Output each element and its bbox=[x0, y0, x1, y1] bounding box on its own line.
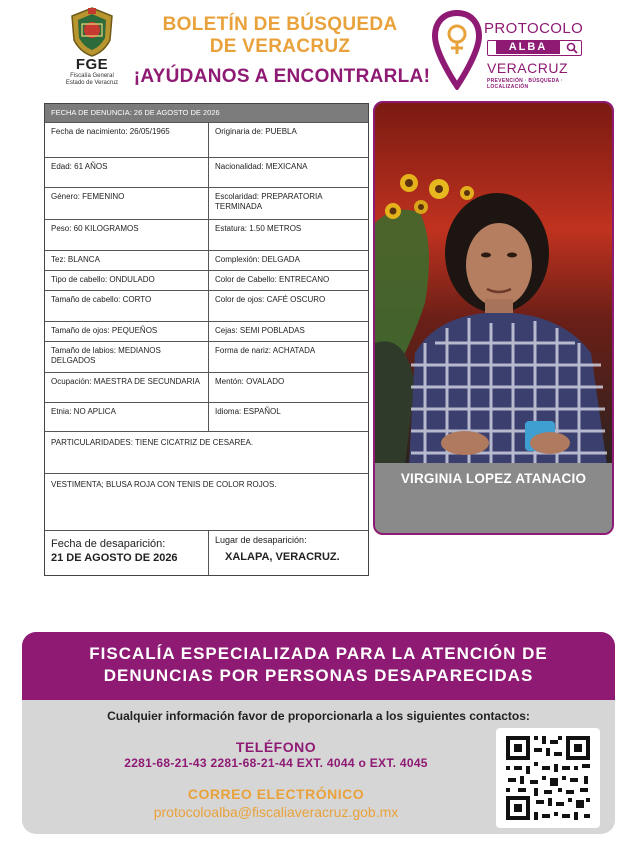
hair-length: Tamaño de cabello: CORTO bbox=[45, 291, 209, 321]
fiscalia-line2: DENUNCIAS POR PERSONAS DESAPARECIDAS bbox=[103, 666, 534, 685]
disappearance-date-label: Fecha de desaparición: bbox=[51, 538, 166, 550]
hair-type: Tipo de cabello: ONDULADO bbox=[45, 271, 209, 290]
height: Estatura: 1.50 METROS bbox=[215, 224, 302, 233]
person-photo-panel bbox=[373, 101, 614, 535]
weight: Peso: 60 KILOGRAMOS bbox=[45, 220, 209, 250]
origin: Originaria de: PUEBLA bbox=[215, 127, 297, 136]
fiscalia-line1: FISCALÍA ESPECIALIZADA PARA LA ATENCIÓN DE bbox=[89, 644, 548, 663]
language: Idioma: ESPAÑOL bbox=[215, 407, 281, 416]
denuncia-date: FECHA DE DENUNCIA: 26 DE AGOSTO DE 2026 bbox=[51, 108, 220, 117]
fiscalia-banner bbox=[22, 632, 615, 700]
particularities-row bbox=[45, 432, 368, 474]
table-row bbox=[45, 158, 368, 188]
nose-shape: Forma de nariz: ACHATADA bbox=[215, 346, 316, 355]
clothing-row bbox=[45, 474, 368, 531]
protocolo-alba-logo bbox=[432, 10, 602, 90]
build: Complexión: DELGADA bbox=[215, 255, 300, 264]
person-name-panel bbox=[375, 463, 612, 535]
fge-sub-2: Estado de Veracruz bbox=[65, 80, 119, 86]
contact-intro: Cualquier información favor de proporcionarla a los siguientes contactos: bbox=[107, 709, 530, 723]
email-address: protocoloalba@fiscaliaveracruz.gob.mx bbox=[153, 804, 399, 820]
disappearance-place-cell bbox=[209, 531, 368, 575]
disappearance-place: XALAPA, VERACRUZ. bbox=[225, 551, 340, 563]
gender: Género: FEMENINO bbox=[45, 188, 209, 219]
particularities: PARTICULARIDADES: TIENE CICATRIZ DE CESAREA. bbox=[51, 438, 254, 447]
table-row bbox=[45, 373, 368, 403]
table-row bbox=[45, 322, 368, 342]
bulletin-title-line1: BOLETÍN DE BÚSQUEDA bbox=[162, 14, 398, 35]
bulletin-slogan: ¡AYÚDANOS A ENCONTRARLA! bbox=[133, 66, 431, 87]
qr-code-icon bbox=[496, 728, 600, 828]
alba-word: ALBA bbox=[496, 41, 560, 54]
table-row bbox=[45, 291, 368, 322]
alba-veracruz-text: VERACRUZ bbox=[487, 60, 569, 76]
person-data-table bbox=[44, 103, 369, 576]
qr-code bbox=[496, 728, 600, 828]
skin-tone: Tez: BLANCA bbox=[45, 251, 209, 270]
birth-date: Fecha de nacimiento: 26/05/1965 bbox=[45, 123, 209, 157]
hair-color: Color de Cabello: ENTRECANO bbox=[215, 275, 330, 284]
disappearance-date: 21 DE AGOSTO DE 2026 bbox=[51, 552, 178, 564]
education: Escolaridad: PREPARATORIA TERMINADA bbox=[215, 192, 323, 211]
clothing: VESTIMENTA; BLUSA ROJA CON TENIS DE COLOR ROJOS. bbox=[51, 480, 277, 489]
table-row bbox=[45, 220, 368, 251]
occupation: Ocupación: MAESTRA DE SECUNDARIA bbox=[45, 373, 209, 402]
eyebrows: Cejas: SEMI POBLADAS bbox=[215, 326, 305, 335]
location-pin-icon bbox=[432, 10, 482, 90]
phone-numbers: 2281-68-21-43 2281-68-21-44 EXT. 4044 o EXT. 4045 bbox=[124, 756, 428, 770]
table-row bbox=[45, 342, 368, 373]
fge-sub-1: Fiscalía General bbox=[70, 73, 114, 79]
ethnicity: Etnia: NO APLICA bbox=[45, 403, 209, 431]
age: Edad: 61 AÑOS bbox=[45, 158, 209, 187]
table-row bbox=[45, 188, 368, 220]
lip-size: Tamaño de labios: MEDIANOS DELGADOS bbox=[45, 342, 209, 372]
fge-shield-icon bbox=[68, 6, 116, 58]
email-label: CORREO ELECTRÓNICO bbox=[187, 786, 365, 802]
alba-search-box bbox=[487, 40, 582, 56]
fge-label: FGE bbox=[75, 56, 109, 73]
person-name: VIRGINIA LOPEZ ATANACIO bbox=[400, 471, 587, 486]
denuncia-row bbox=[45, 104, 368, 123]
table-row bbox=[45, 251, 368, 271]
alba-protocolo-text: PROTOCOLO bbox=[484, 20, 584, 37]
table-row bbox=[45, 123, 368, 158]
eye-size: Tamaño de ojos: PEQUEÑOS bbox=[45, 322, 209, 341]
disappearance-date-cell bbox=[45, 531, 209, 575]
bulletin-title-line2: DE VERACRUZ bbox=[209, 36, 351, 57]
person-photo bbox=[375, 103, 614, 465]
eye-color: Color de ojos: CAFÉ OSCURO bbox=[215, 295, 326, 304]
chin: Mentón: OVALADO bbox=[215, 377, 285, 386]
disappearance-row bbox=[45, 531, 368, 575]
nationality: Nacionalidad: MEXICANA bbox=[215, 162, 308, 171]
fge-logo bbox=[52, 6, 132, 92]
table-row bbox=[45, 403, 368, 432]
disappearance-place-label: Lugar de desaparición: bbox=[215, 535, 307, 545]
bulletin-title bbox=[150, 14, 410, 58]
phone-label: TELÉFONO bbox=[235, 739, 317, 755]
alba-tagline: PREVENCIÓN · BÚSQUEDA · LOCALIZACIÓN bbox=[487, 78, 563, 90]
search-icon bbox=[566, 42, 578, 54]
table-row bbox=[45, 271, 368, 291]
